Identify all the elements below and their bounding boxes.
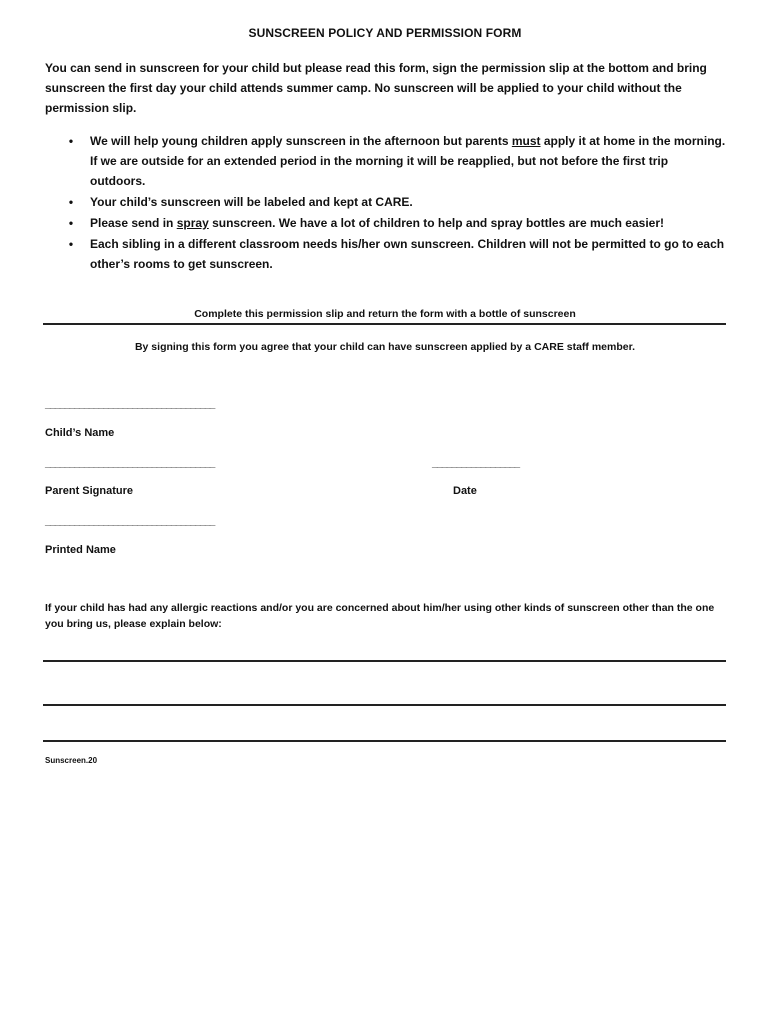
date-label: Date	[453, 485, 477, 497]
form-title: SUNSCREEN POLICY AND PERMISSION FORM	[248, 26, 522, 40]
intro-paragraph: You can send in sunscreen for your child but please read this form, sign the permission slip at the bottom and bring sunscreen the first day your child attends summer camp. No sunscreen will be applied to your child without the permission slip.	[45, 61, 707, 115]
explanation-line[interactable]	[43, 740, 726, 742]
printed-name-field[interactable]: ___________________________________	[45, 515, 215, 527]
date-field[interactable]: __________________	[432, 457, 520, 469]
slip-instruction: Complete this permission slip and return the form with a bottle of sunscreen	[194, 308, 576, 320]
emphasis-text: spray	[176, 216, 209, 230]
explanation-line[interactable]	[43, 660, 726, 662]
printed-name-label: Printed Name	[45, 544, 116, 556]
explanation-line[interactable]	[43, 704, 726, 706]
bullet-icon: •	[68, 134, 74, 148]
parent-signature-label: Parent Signature	[45, 485, 134, 497]
policy-list	[66, 131, 726, 275]
policy-item: • Each sibling in a different classroom needs his/her own sunscreen. Children will not be permitted to go to each other’s rooms to get sunscreen.	[66, 234, 726, 274]
child-name-label: Child’s Name	[45, 427, 115, 439]
allergy-prompt: If your child has had any allergic reactions and/or you are concerned about him/her using other kinds of sunscreen other than the one you bring us, please explain below:	[45, 602, 715, 630]
parent-signature-field[interactable]: ___________________________________	[45, 457, 215, 469]
form-code: Sunscreen.20	[45, 756, 98, 765]
child-name-field[interactable]: ___________________________________	[45, 398, 215, 410]
section-divider	[43, 323, 726, 325]
bullet-icon: •	[68, 216, 74, 230]
agreement-text: By signing this form you agree that your child can have sunscreen applied by a CARE staff member.	[134, 341, 636, 353]
policy-item: • We will help young children apply sunscreen in the afternoon but parents must apply it at home in the morning. If we are outside for an extended period in the morning it will be reapplied, but not before the first trip outdoors.	[66, 131, 726, 191]
emphasis-text: must	[511, 134, 541, 148]
policy-item: • Your child’s sunscreen will be labeled and kept at CARE.	[66, 192, 726, 212]
policy-item: • Please send in spray sunscreen. We have a lot of children to help and spray bottles are much easier!	[66, 213, 726, 233]
bullet-icon: •	[68, 195, 74, 209]
bullet-icon: •	[68, 237, 74, 251]
